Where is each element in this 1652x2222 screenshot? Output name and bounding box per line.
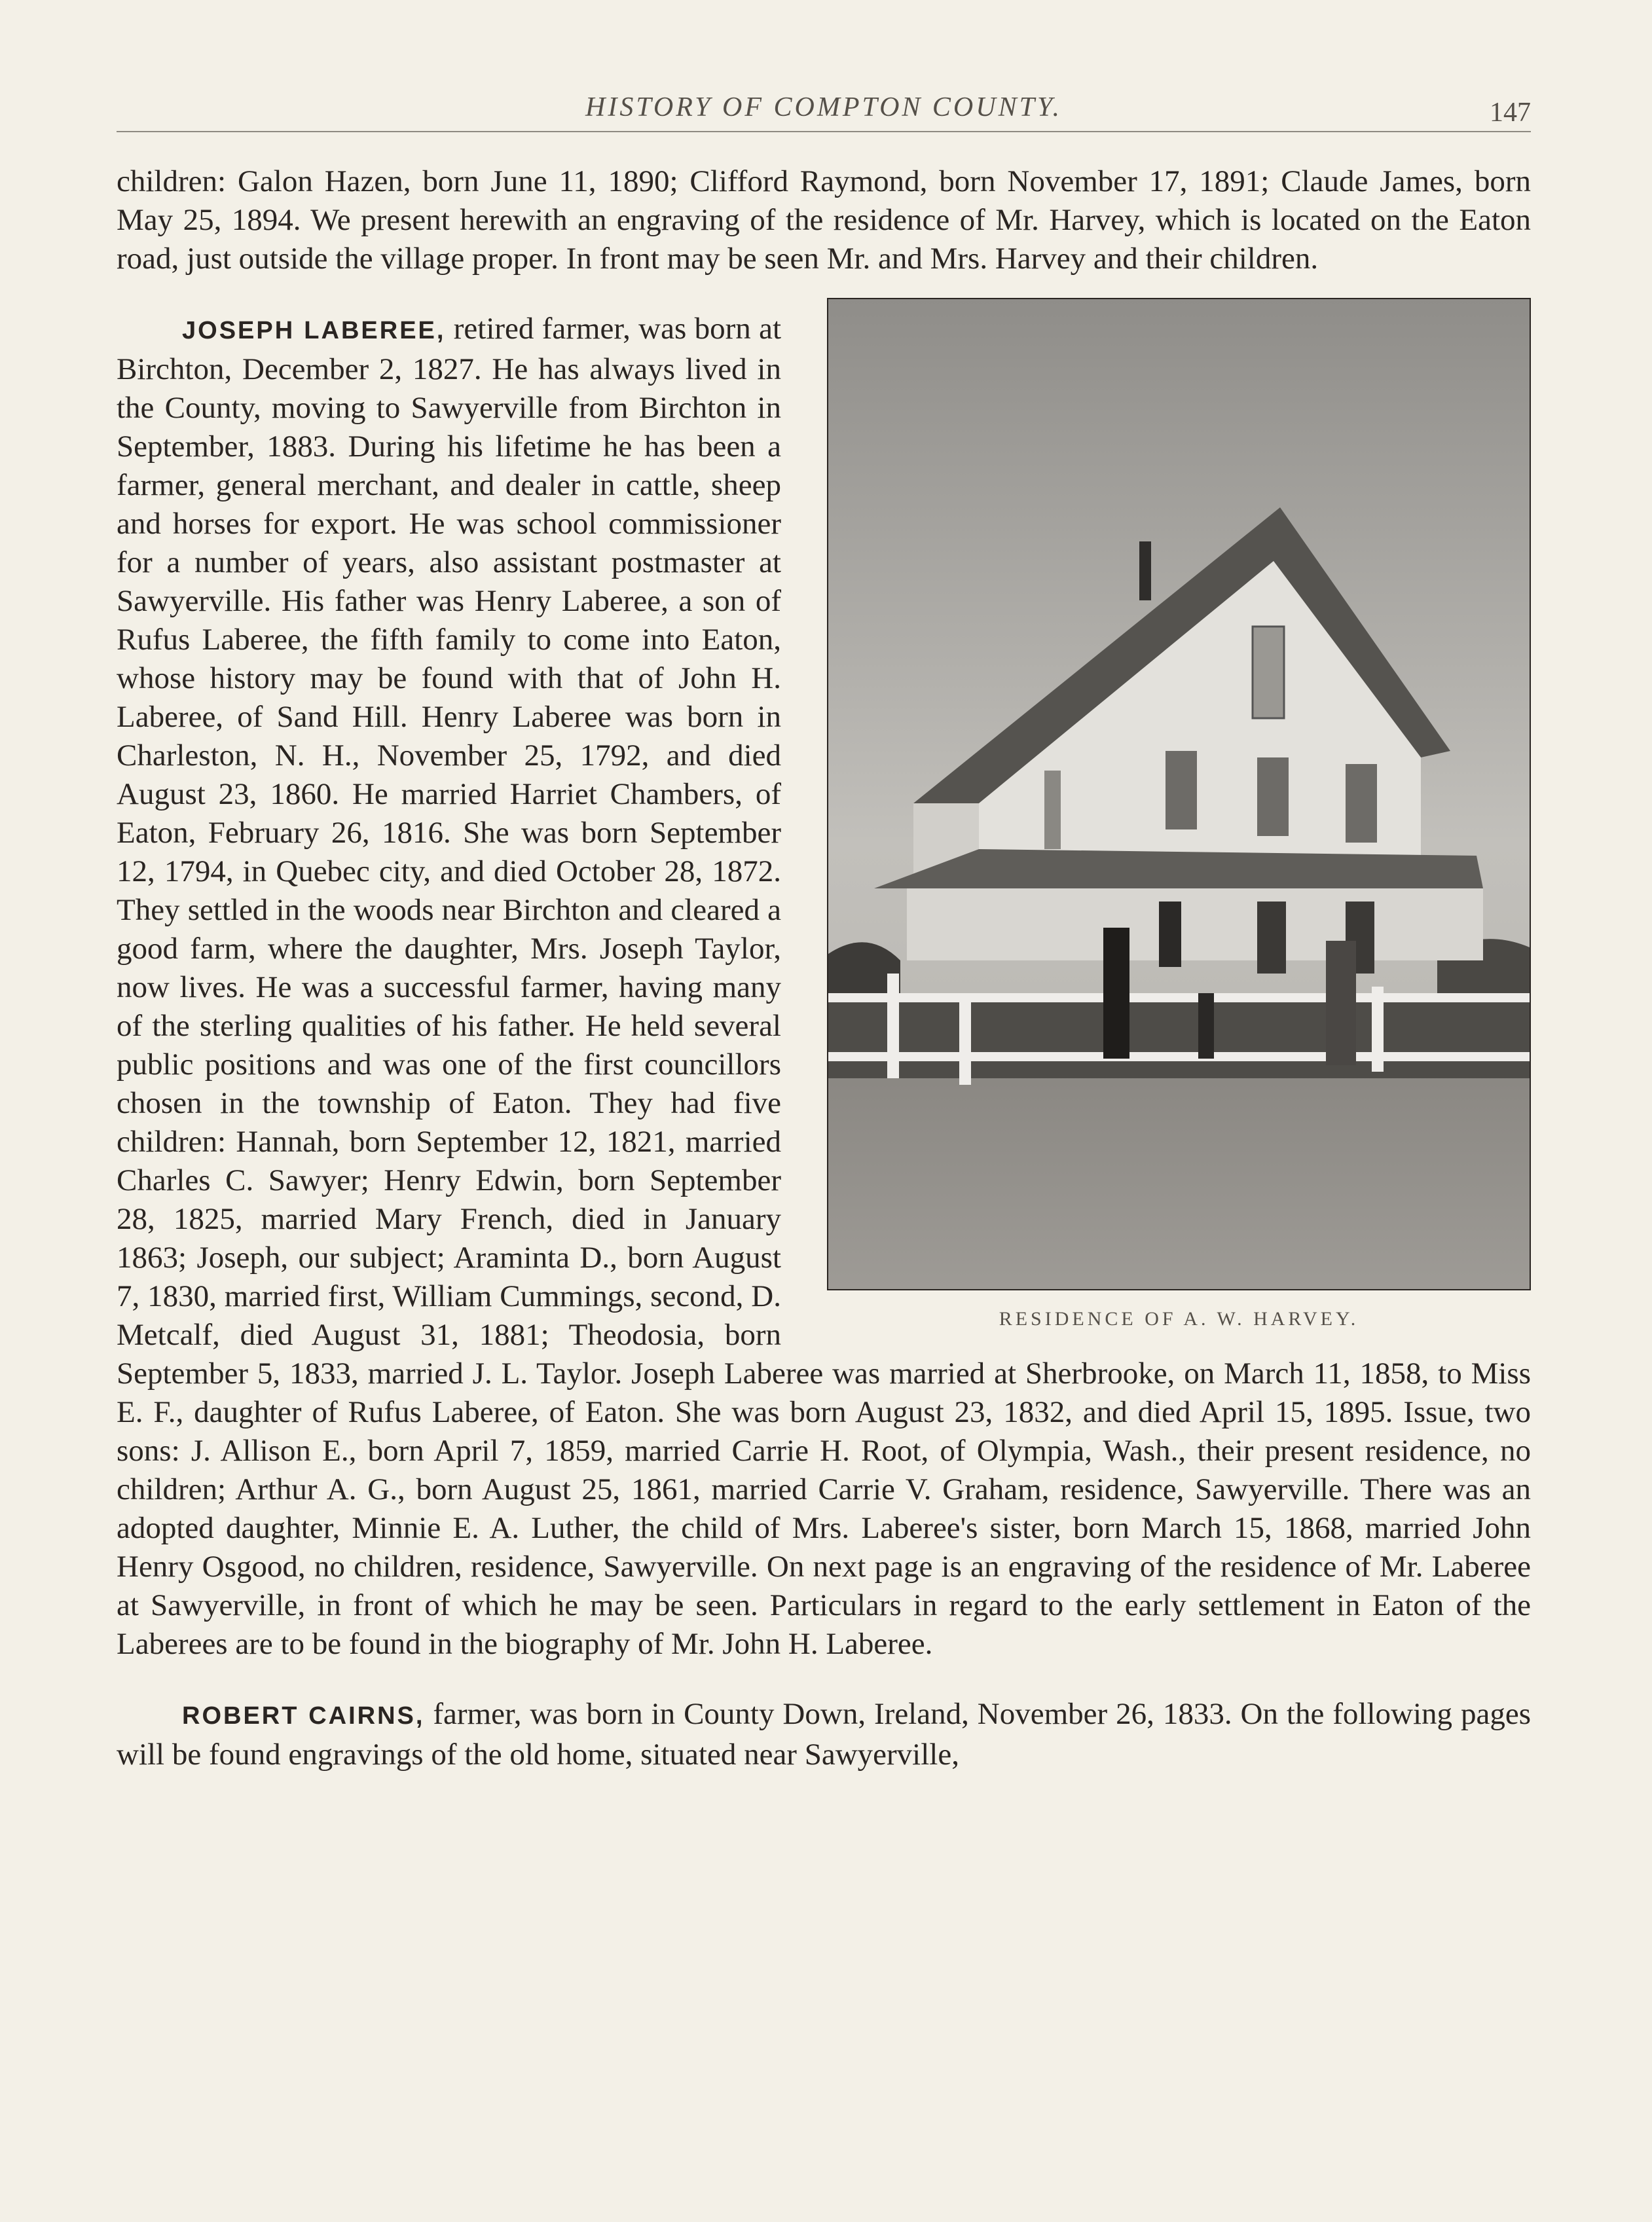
- side-window: [1044, 771, 1061, 849]
- book-page: [117, 79, 1531, 2160]
- porch-window-1: [1257, 902, 1286, 974]
- fence-post-1: [887, 974, 899, 1078]
- gable-window: [1253, 627, 1284, 718]
- porch: [907, 888, 1483, 960]
- road: [828, 1072, 1530, 1289]
- upper-window-3: [1346, 764, 1377, 843]
- entry-name: JOSEPH LABEREE,: [182, 317, 446, 344]
- page-number: 147: [1490, 98, 1531, 128]
- running-title: HISTORY OF COMPTON COUNTY.: [585, 92, 1062, 122]
- fence-post-2: [959, 993, 971, 1085]
- entry-text: retired farmer, was born at Birchton, December 2, 1827. He has always lived in the County, moving to Sawyerville from Birchton in September, 1883. During his lifetime he has been a farmer, general merchant, and dealer in cattle, sheep and horses for export. He was school commissioner for a number of years, also assistant postmaster at Sawyerville. His father was Henry Laberee, a son of Rufus Laberee, the fifth family to come into Eaton, whose history may be found with that of John H. Laberee, of Sand Hill. Henry Laberee was born in Charleston, N. H., November 25, 1792, and died August 23, 1860. He married Harriet Chambers, of Eaton, February 26, 1816. She was born September 12, 1794, in Quebec city, and died October 28, 1872. They settled in the woods near Birchton and cleared a good farm, where the daughter, Mrs. Joseph Taylor, now lives. He was a successful farmer, having many of the sterling qualities of his father. He held several public positions and was one of the first councillors chosen in the township of Eaton. They had five children: Hannah, born September 12, 1821, married Charles C. Sawyer; Henry Edwin, born September 28, 1825, married Mary French, died in January 1863; Joseph, our subject; Araminta D., born August 7, 1830, married first, William Cummings, second, D. Metcalf, died August 31, 1881; Theodosia, born September 5, 1833, married J. L. Taylor. Joseph Laberee was married at Sherbrooke, on March 11, 1858, to Miss E. F., daughter of Rufus Laberee, of Eaton. She was born August 23, 1832, and died April 15, 1895. Issue, two sons: J. Allison E., born April 7, 1859, married Carrie H. Root, of Olympia, Wash., their present residence, no children; Arthur A. G., born August 25, 1861, married Carrie V. Graham, residence, Sawyerville. There was an adopted daughter, Minnie E. A. Luther, the child of Mrs. Laberee's sister, born March 15, 1868, married John Henry Osgood, no children, residence, Sawyerville. On next page is an engraving of the residence of Mr. Laberee at Sawyerville, in front of which he may be seen. Particulars in regard to the early settlement in Eaton of the Laberees are to be found in the biography of Mr. John H. Laberee.: [117, 312, 1531, 1661]
- paragraph-harvey-children: children: Galon Hazen, born June 11, 1890; Clifford Raymond, born November 17, 1891; Claude James, born May 25, 1894. We present herewith an engraving of the residence of Mr. Harvey, which is located on the Eaton road, just outside the village proper. In front may be seen Mr. and Mrs. Harvey and their children.: [117, 164, 1531, 276]
- figure-caption: RESIDENCE OF A. W. HARVEY.: [999, 1308, 1359, 1330]
- front-yard: [828, 1000, 1530, 1078]
- chimney: [1139, 541, 1151, 600]
- figure-woman: [1326, 941, 1356, 1065]
- running-head: [117, 79, 1531, 132]
- figure-child: [1198, 993, 1214, 1059]
- residence-photo: [827, 298, 1531, 1290]
- figure-man: [1103, 928, 1129, 1059]
- upper-window-1: [1166, 751, 1197, 829]
- figure-harvey-residence: [827, 298, 1531, 1331]
- entry-text: farmer, was born in County Down, Ireland, November 26, 1833. On the following pages will be found engravings of the old home, situated near Sawyerville,: [117, 1697, 1531, 1772]
- entry-name: ROBERT CAIRNS,: [182, 1702, 425, 1730]
- porch-roof: [874, 849, 1483, 888]
- fence-post-3: [1372, 987, 1384, 1072]
- upper-window-2: [1257, 757, 1289, 836]
- front-door: [1159, 902, 1181, 967]
- body-text: [117, 162, 1531, 1774]
- fence-rail-bottom: [828, 1052, 1530, 1061]
- entry-robert-cairns: [117, 1695, 1531, 1774]
- fence-rail-top: [828, 993, 1530, 1002]
